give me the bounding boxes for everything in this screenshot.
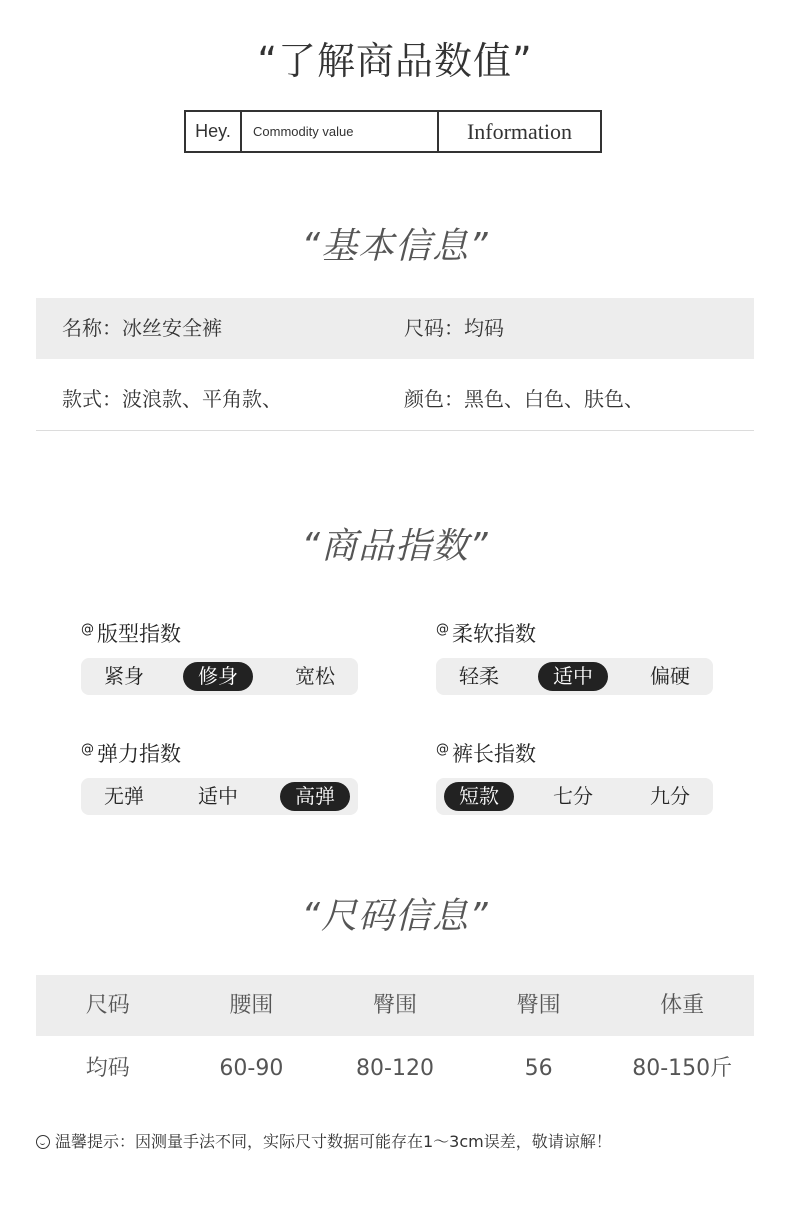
at-icon: @	[81, 742, 94, 757]
product-color: 颜色：黑色、白色、肤色、	[404, 387, 644, 411]
table-cell: 80-120	[356, 1056, 434, 1081]
smile-icon	[36, 1135, 50, 1149]
hey-label: Hey.	[186, 112, 242, 151]
softness-index-label: 柔软指数	[452, 622, 536, 646]
fit-option-selected: 修身	[183, 662, 253, 691]
information-label: Information	[466, 118, 573, 144]
length-index-label: 裤长指数	[452, 742, 536, 766]
elasticity-option: 适中	[198, 784, 238, 808]
column-header: 臀围	[516, 993, 561, 1018]
basic-info-title: “基本信息”	[301, 226, 489, 267]
table-cell: 均码	[85, 1056, 130, 1081]
product-index-title: “商品指数”	[301, 526, 489, 567]
length-option: 九分	[650, 784, 690, 808]
column-header: 腰围	[229, 993, 274, 1018]
table-cell: 56	[524, 1056, 553, 1081]
product-name: 名称：冰丝安全裤	[62, 316, 222, 340]
softness-option: 轻柔	[459, 664, 499, 688]
at-icon: @	[436, 622, 449, 637]
fit-option: 宽松	[295, 664, 335, 688]
tip-text: 温馨提示：因测量手法不同，实际尺寸数据可能存在1～3cm误差，敬请谅解！	[55, 1132, 612, 1151]
at-icon: @	[81, 622, 94, 637]
fit-option: 紧身	[104, 664, 144, 688]
measurement-tip	[36, 1129, 612, 1152]
length-option: 七分	[553, 784, 593, 808]
length-index-scale	[436, 778, 713, 815]
length-option-selected: 短款	[444, 782, 514, 811]
column-header: 臀围	[372, 993, 417, 1018]
column-header: 体重	[660, 993, 705, 1018]
size-table-header	[36, 975, 754, 1036]
table-row	[36, 1038, 754, 1099]
table-cell: 60-90	[219, 1056, 284, 1081]
product-size: 尺码：均码	[404, 316, 504, 340]
page-title: “了解商品数值”	[257, 39, 533, 83]
softness-option: 偏硬	[650, 664, 690, 688]
elasticity-index-scale	[81, 778, 358, 815]
header-label-box	[184, 110, 602, 153]
elasticity-index-label: 弹力指数	[97, 742, 181, 766]
fit-index-label: 版型指数	[97, 622, 181, 646]
commodity-label: Commodity value	[242, 112, 439, 151]
table-cell: 80-150斤	[632, 1056, 733, 1081]
size-info-title: “尺码信息”	[301, 896, 489, 937]
product-style: 款式：波浪款、平角款、	[62, 387, 282, 411]
at-icon: @	[436, 742, 449, 757]
fit-index-title	[81, 618, 181, 648]
softness-index-title	[436, 618, 536, 648]
softness-index-scale	[436, 658, 713, 695]
elasticity-index-title	[81, 738, 181, 768]
elasticity-option-selected: 高弹	[280, 782, 350, 811]
basic-info-row	[36, 369, 754, 431]
column-header: 尺码	[85, 993, 130, 1018]
length-index-title	[436, 738, 536, 768]
basic-info-row	[36, 298, 754, 359]
softness-option-selected: 适中	[538, 662, 608, 691]
elasticity-option: 无弹	[104, 784, 144, 808]
fit-index-scale	[81, 658, 358, 695]
